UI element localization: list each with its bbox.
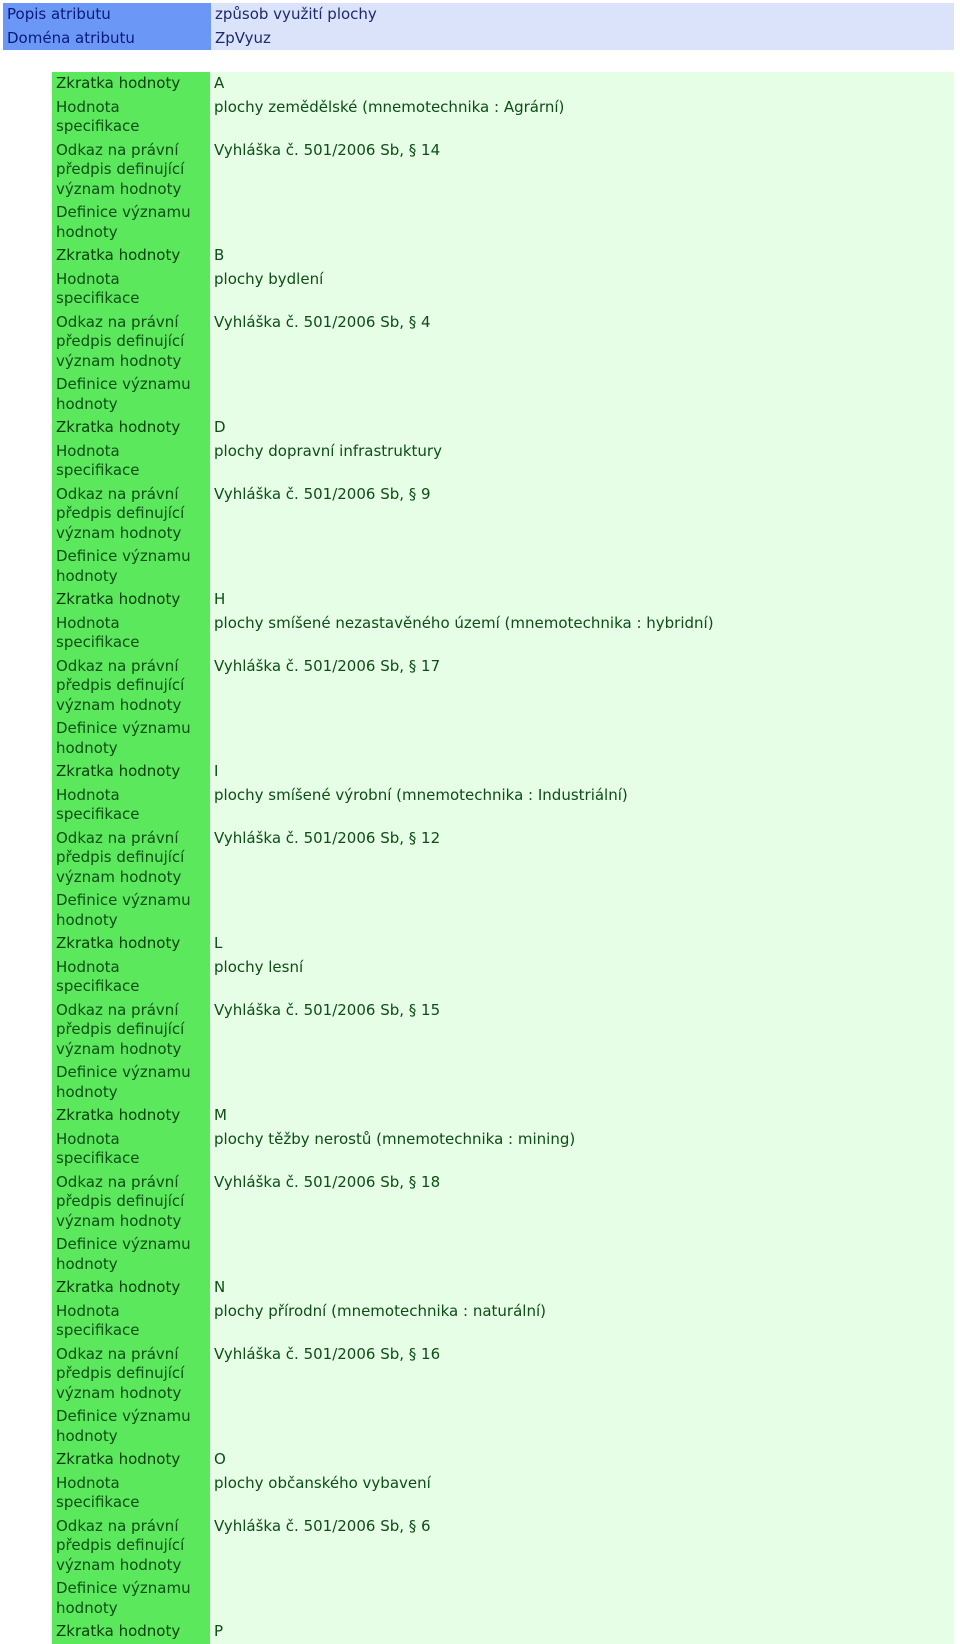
value-definition-value — [210, 373, 954, 416]
value-legal-reference-row — [52, 1515, 954, 1578]
value-code-row — [52, 1276, 954, 1300]
value-legal-reference-value: Vyhláška č. 501/2006 Sb, § 14 — [210, 139, 954, 202]
value-specification-label: Hodnota specifikace — [52, 440, 210, 483]
value-definition-label: Definice významu hodnoty — [52, 1405, 210, 1448]
attribute-description-label: Popis atributu — [3, 3, 211, 27]
value-code-row — [52, 416, 954, 440]
value-legal-reference-label: Odkaz na právní předpis definující význam hodnoty — [52, 483, 210, 546]
value-code-label: Zkratka hodnoty — [52, 1448, 210, 1472]
value-code-value: H — [210, 588, 954, 612]
value-definition-value — [210, 889, 954, 932]
value-specification-value: plochy těžby nerostů (mnemotechnika : mining) — [210, 1128, 954, 1171]
value-definition-row — [52, 373, 954, 416]
domain-values-section — [52, 72, 954, 1640]
value-specification-value: plochy smíšené výrobní (mnemotechnika : Industriální) — [210, 784, 954, 827]
value-code-value: B — [210, 244, 954, 268]
value-code-row — [52, 932, 954, 956]
value-legal-reference-row — [52, 655, 954, 718]
value-code-label: Zkratka hodnoty — [52, 588, 210, 612]
value-definition-row — [52, 1405, 954, 1448]
domain-values-body — [52, 72, 954, 1644]
value-specification-row — [52, 784, 954, 827]
value-code-label: Zkratka hodnoty — [52, 1620, 210, 1644]
value-code-value: A — [210, 72, 954, 96]
value-specification-label: Hodnota specifikace — [52, 612, 210, 655]
value-legal-reference-value: Vyhláška č. 501/2006 Sb, § 16 — [210, 1343, 954, 1406]
value-code-value: I — [210, 760, 954, 784]
value-legal-reference-value: Vyhláška č. 501/2006 Sb, § 6 — [210, 1515, 954, 1578]
value-legal-reference-label: Odkaz na právní předpis definující význam hodnoty — [52, 655, 210, 718]
value-legal-reference-value: Vyhláška č. 501/2006 Sb, § 9 — [210, 483, 954, 546]
value-definition-value — [210, 1577, 954, 1620]
value-definition-row — [52, 201, 954, 244]
value-code-label: Zkratka hodnoty — [52, 1104, 210, 1128]
value-definition-label: Definice významu hodnoty — [52, 373, 210, 416]
value-definition-row — [52, 889, 954, 932]
value-specification-label: Hodnota specifikace — [52, 1472, 210, 1515]
value-legal-reference-value: Vyhláška č. 501/2006 Sb, § 15 — [210, 999, 954, 1062]
value-definition-label: Definice významu hodnoty — [52, 1233, 210, 1276]
attribute-domain-row — [3, 27, 954, 51]
value-code-label: Zkratka hodnoty — [52, 1276, 210, 1300]
domain-values-table — [52, 72, 954, 1644]
value-code-row — [52, 244, 954, 268]
value-legal-reference-value: Vyhláška č. 501/2006 Sb, § 12 — [210, 827, 954, 890]
value-code-row — [52, 1620, 954, 1644]
value-legal-reference-row — [52, 999, 954, 1062]
value-legal-reference-label: Odkaz na právní předpis definující význam hodnoty — [52, 1515, 210, 1578]
value-specification-value: plochy lesní — [210, 956, 954, 999]
value-specification-label: Hodnota specifikace — [52, 956, 210, 999]
value-code-value: D — [210, 416, 954, 440]
value-specification-row — [52, 96, 954, 139]
value-code-label: Zkratka hodnoty — [52, 932, 210, 956]
value-specification-value: plochy dopravní infrastruktury — [210, 440, 954, 483]
value-specification-label: Hodnota specifikace — [52, 784, 210, 827]
value-legal-reference-label: Odkaz na právní předpis definující význam hodnoty — [52, 999, 210, 1062]
attribute-description-row — [3, 3, 954, 27]
value-legal-reference-row — [52, 1171, 954, 1234]
value-legal-reference-value: Vyhláška č. 501/2006 Sb, § 4 — [210, 311, 954, 374]
value-legal-reference-row — [52, 827, 954, 890]
value-specification-row — [52, 1128, 954, 1171]
value-code-label: Zkratka hodnoty — [52, 760, 210, 784]
value-specification-label: Hodnota specifikace — [52, 1128, 210, 1171]
value-code-value: P — [210, 1620, 954, 1644]
value-specification-row — [52, 1300, 954, 1343]
value-specification-row — [52, 956, 954, 999]
value-code-value: L — [210, 932, 954, 956]
value-definition-label: Definice významu hodnoty — [52, 717, 210, 760]
value-definition-label: Definice významu hodnoty — [52, 545, 210, 588]
value-definition-row — [52, 717, 954, 760]
value-definition-value — [210, 717, 954, 760]
value-code-row — [52, 1448, 954, 1472]
value-definition-value — [210, 1405, 954, 1448]
value-code-row — [52, 588, 954, 612]
value-code-label: Zkratka hodnoty — [52, 72, 210, 96]
value-definition-value — [210, 545, 954, 588]
value-definition-label: Definice významu hodnoty — [52, 1061, 210, 1104]
value-specification-row — [52, 612, 954, 655]
value-legal-reference-value: Vyhláška č. 501/2006 Sb, § 17 — [210, 655, 954, 718]
value-legal-reference-label: Odkaz na právní předpis definující význam hodnoty — [52, 139, 210, 202]
value-definition-label: Definice významu hodnoty — [52, 1577, 210, 1620]
value-legal-reference-row — [52, 311, 954, 374]
value-code-label: Zkratka hodnoty — [52, 244, 210, 268]
value-definition-row — [52, 1233, 954, 1276]
value-legal-reference-label: Odkaz na právní předpis definující význam hodnoty — [52, 1343, 210, 1406]
value-definition-value — [210, 1233, 954, 1276]
attribute-domain-value: ZpVyuz — [211, 27, 954, 51]
value-definition-row — [52, 545, 954, 588]
value-specification-row — [52, 1472, 954, 1515]
value-definition-value — [210, 201, 954, 244]
value-definition-row — [52, 1061, 954, 1104]
value-legal-reference-row — [52, 483, 954, 546]
value-legal-reference-label: Odkaz na právní předpis definující význam hodnoty — [52, 827, 210, 890]
value-specification-row — [52, 268, 954, 311]
value-code-row — [52, 72, 954, 96]
value-legal-reference-label: Odkaz na právní předpis definující význam hodnoty — [52, 1171, 210, 1234]
value-definition-row — [52, 1577, 954, 1620]
value-definition-label: Definice významu hodnoty — [52, 889, 210, 932]
value-legal-reference-row — [52, 1343, 954, 1406]
value-code-value: M — [210, 1104, 954, 1128]
value-code-row — [52, 760, 954, 784]
value-specification-value: plochy přírodní (mnemotechnika : naturální) — [210, 1300, 954, 1343]
value-legal-reference-label: Odkaz na právní předpis definující význam hodnoty — [52, 311, 210, 374]
value-code-row — [52, 1104, 954, 1128]
value-definition-label: Definice významu hodnoty — [52, 201, 210, 244]
value-specification-label: Hodnota specifikace — [52, 1300, 210, 1343]
value-specification-label: Hodnota specifikace — [52, 96, 210, 139]
value-legal-reference-row — [52, 139, 954, 202]
value-definition-value — [210, 1061, 954, 1104]
value-specification-row — [52, 440, 954, 483]
value-legal-reference-value: Vyhláška č. 501/2006 Sb, § 18 — [210, 1171, 954, 1234]
value-code-value: N — [210, 1276, 954, 1300]
attribute-domain-label: Doména atributu — [3, 27, 211, 51]
value-code-label: Zkratka hodnoty — [52, 416, 210, 440]
attribute-description-value: způsob využití plochy — [211, 3, 954, 27]
value-specification-value: plochy občanského vybavení — [210, 1472, 954, 1515]
value-specification-value: plochy zemědělské (mnemotechnika : Agrární) — [210, 96, 954, 139]
value-code-value: O — [210, 1448, 954, 1472]
attribute-header-table — [3, 3, 954, 50]
value-specification-value: plochy smíšené nezastavěného území (mnemotechnika : hybridní) — [210, 612, 954, 655]
value-specification-label: Hodnota specifikace — [52, 268, 210, 311]
value-specification-value: plochy bydlení — [210, 268, 954, 311]
